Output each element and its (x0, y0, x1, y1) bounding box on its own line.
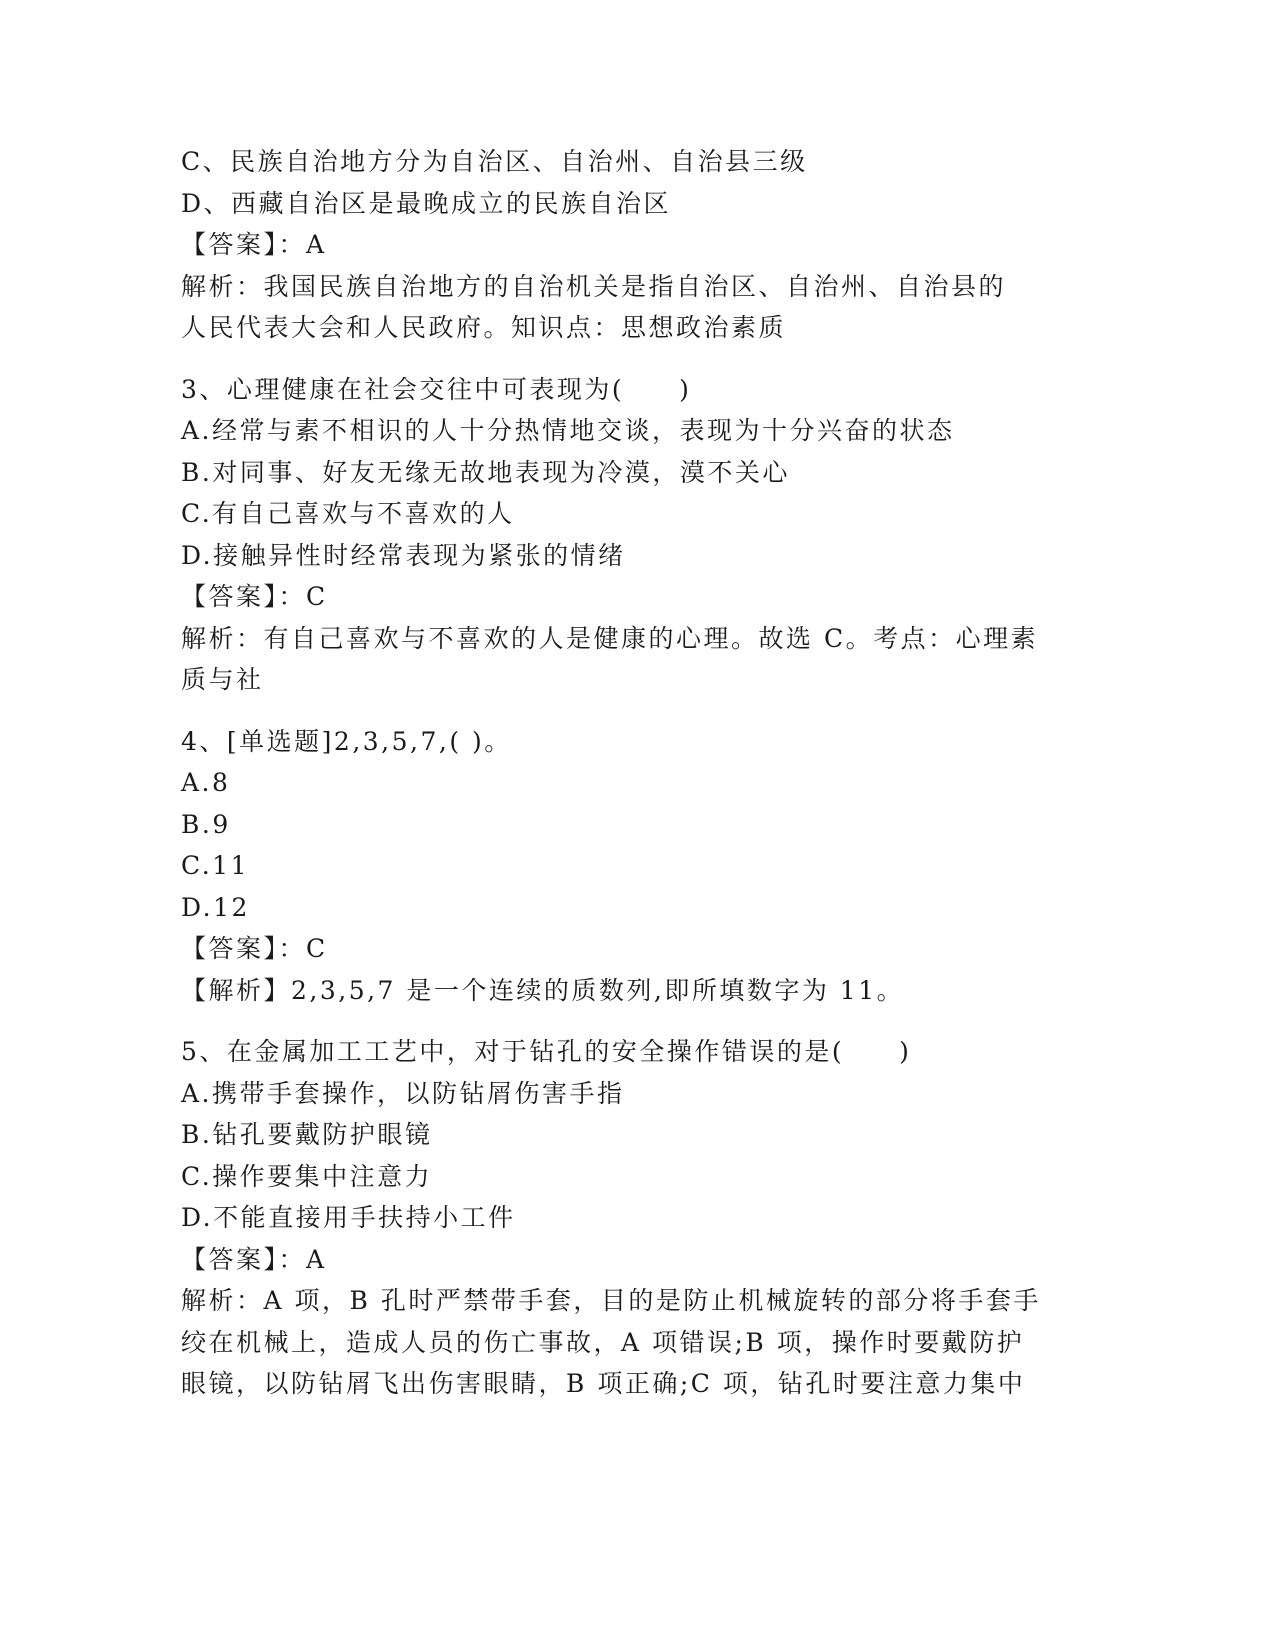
explanation-line: 绞在机械上，造成人员的伤亡事故，A 项错误;B 项，操作时要戴防护 (181, 1327, 1025, 1357)
explanation-line: 质与社 (181, 665, 264, 694)
answer: 【答案】：C (181, 934, 328, 963)
question-2-tail (181, 141, 1081, 349)
explanation-line: 眼镜，以防钻屑飞出伤害眼睛，B 项正确;C 项，钻孔时要注意力集中 (181, 1369, 1026, 1398)
option-b: B.钻孔要戴防护眼镜 (181, 1120, 433, 1149)
option-a: A.携带手套操作，以防钻屑伤害手指 (181, 1078, 625, 1108)
option-c: C.有自己喜欢与不喜欢的人 (181, 499, 515, 528)
question-stem: 4、[单选题]2,3,5,7,( )。 (181, 726, 512, 756)
question-stem: 5、在金属加工工艺中，对于钻孔的安全操作错误的是( ) (181, 1037, 912, 1066)
question-stem: 3、心理健康在社会交往中可表现为( ) (181, 374, 692, 404)
option-a: A.经常与素不相识的人十分热情地交谈，表现为十分兴奋的状态 (181, 416, 955, 445)
option-d: D.不能直接用手扶持小工件 (181, 1203, 516, 1232)
option-b: B.对同事、好友无缘无故地表现为冷漠，漠不关心 (181, 457, 790, 487)
option-a: A.8 (181, 768, 231, 797)
explanation-line: 人民代表大会和人民政府。知识点：思想政治素质 (181, 313, 787, 342)
explanation-line: 解析：有自己喜欢与不喜欢的人是健康的心理。故选 C。考点：心理素 (181, 623, 1039, 653)
document-content (181, 141, 1081, 1405)
option-b: B.9 (181, 809, 231, 839)
option-d: D、西藏自治区是最晚成立的民族自治区 (181, 188, 672, 218)
explanation-line: 解析：A 项，B 孔时严禁带手套，目的是防止机械旋转的部分将手套手 (181, 1286, 1041, 1315)
option-d: D.接触异性时经常表现为紧张的情绪 (181, 540, 626, 570)
question-3 (181, 369, 1081, 701)
answer: 【答案】：C (181, 582, 328, 611)
question-5 (181, 1031, 1081, 1405)
option-c: C、民族自治地方分为自治区、自治州、自治县三级 (181, 147, 808, 176)
explanation-line: 解析：我国民族自治地方的自治机关是指自治区、自治州、自治县的 (181, 271, 1007, 301)
explanation-line: 【解析】2,3,5,7 是一个连续的质数列,即所填数字为 11。 (181, 975, 905, 1005)
answer: 【答案】：A (181, 1244, 327, 1274)
option-d: D.12 (181, 892, 250, 922)
answer: 【答案】：A (181, 230, 327, 259)
option-c: C.操作要集中注意力 (181, 1161, 433, 1191)
question-4 (181, 721, 1081, 1012)
option-c: C.11 (181, 851, 249, 880)
